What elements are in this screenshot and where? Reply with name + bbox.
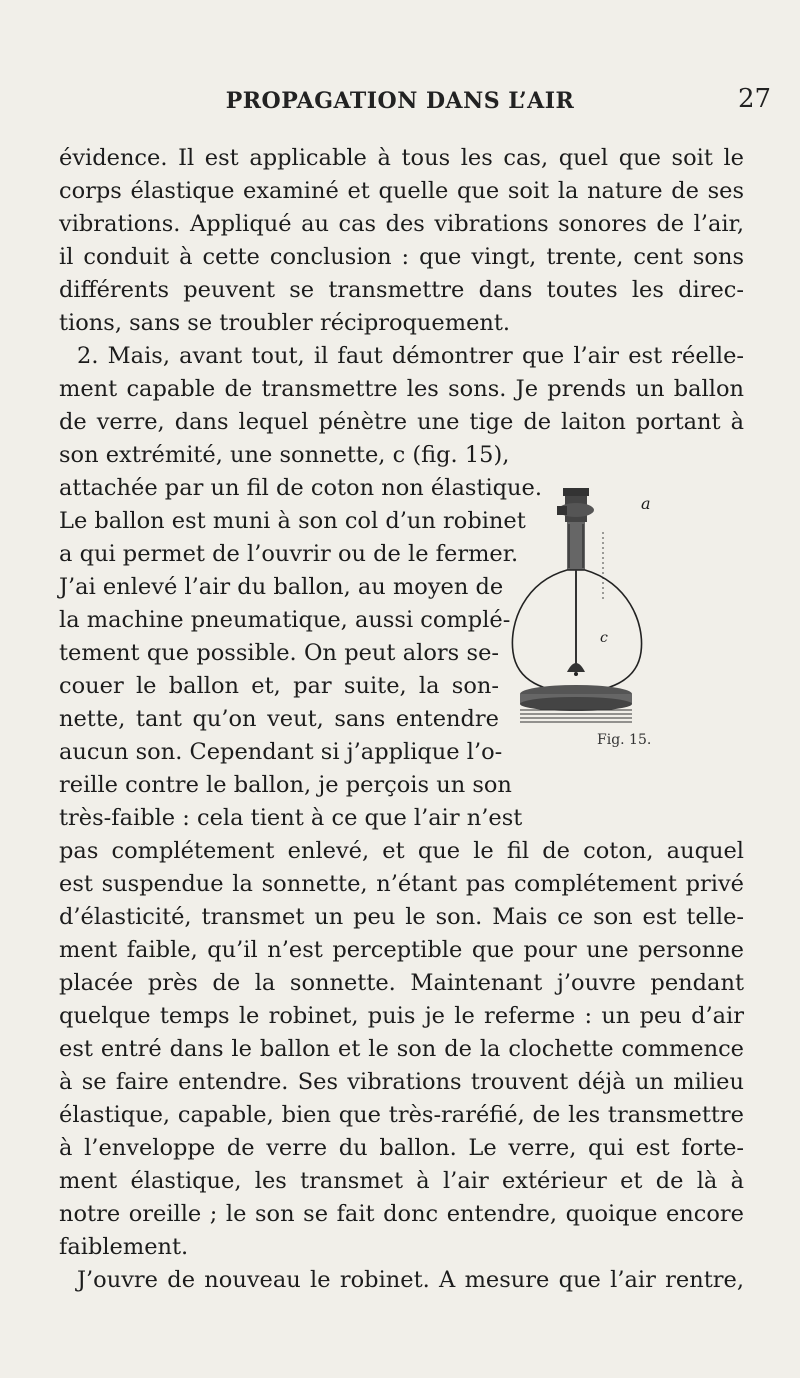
text-line: est suspendue la sonnette, n’étant pas complétement privé — [59, 871, 744, 897]
text-line: pas complétement enlevé, et que le fil de coton, auquel — [59, 838, 744, 864]
flask-drawing — [505, 482, 665, 742]
figure-flask-illustration — [505, 482, 665, 802]
text-line: nette, tant qu’on veut, sans entendre — [59, 706, 499, 732]
figure-label-a: a — [641, 494, 651, 513]
text-line: ment capable de transmettre les sons. Je prends un ballon — [59, 376, 744, 402]
text-line: notre oreille ; le son se fait donc entendre, quoique encore — [59, 1201, 744, 1227]
page-number: 27 — [738, 84, 772, 114]
text-line: ment faible, qu’il n’est perceptible que pour une personne — [59, 937, 744, 963]
text-line: ment élastique, les transmet à l’air extérieur et de là à — [59, 1168, 744, 1194]
text-line: couer le ballon et, par suite, la son- — [59, 673, 499, 699]
text-line: est entré dans le ballon et le son de la clochette commence — [59, 1036, 744, 1062]
figure-caption: Fig. 15. — [597, 732, 652, 748]
text-line: tions, sans se troubler réciproquement. — [59, 310, 511, 336]
text-line: Le ballon est muni à son col d’un robinet — [59, 508, 526, 534]
text-line: il conduit à cette conclusion : que vingt, trente, cent sons — [59, 244, 744, 270]
text-line: quelque temps le robinet, puis je le referme : un peu d’air — [59, 1003, 744, 1029]
text-line: évidence. Il est applicable à tous les cas, quel que soit le — [59, 145, 744, 171]
text-line: la machine pneumatique, aussi complé- — [59, 607, 511, 633]
text-line: attachée par un fil de coton non élastique. — [59, 475, 543, 501]
text-line: reille contre le ballon, je perçois un son — [59, 772, 512, 798]
text-line: 2. Mais, avant tout, il faut démontrer que l’air est réelle- — [77, 343, 744, 369]
text-line: J’ouvre de nouveau le robinet. A mesure que l’air rentre, — [77, 1267, 744, 1293]
figure-label-c: c — [600, 630, 608, 646]
text-line: son extrémité, une sonnette, c (fig. 15), — [59, 442, 510, 468]
text-line: tement que possible. On peut alors se- — [59, 640, 499, 666]
text-line: faiblement. — [59, 1234, 189, 1260]
text-line: à l’enveloppe de verre du ballon. Le verre, qui est forte- — [59, 1135, 744, 1161]
text-line: corps élastique examiné et quelle que soit la nature de ses — [59, 178, 744, 204]
text-line: a qui permet de l’ouvrir ou de le fermer. — [59, 541, 519, 567]
running-title: PROPAGATION DANS L’AIR — [225, 88, 575, 114]
text-line: différents peuvent se transmettre dans toutes les direc- — [59, 277, 744, 303]
text-line: à se faire entendre. Ses vibrations trouvent déjà un milieu — [59, 1069, 744, 1095]
text-line: aucun son. Cependant si j’applique l’o- — [59, 739, 503, 765]
text-line: d’élasticité, transmet un peu le son. Mais ce son est telle- — [59, 904, 744, 930]
text-line: placée près de la sonnette. Maintenant j’ouvre pendant — [59, 970, 744, 996]
text-line: J’ai enlevé l’air du ballon, au moyen de — [59, 574, 504, 600]
text-line: de verre, dans lequel pénètre une tige de laiton portant à — [59, 409, 744, 435]
text-line: élastique, capable, bien que très-raréfié, de les transmettre — [59, 1102, 744, 1128]
text-line: vibrations. Appliqué au cas des vibrations sonores de l’air, — [59, 211, 744, 237]
text-line: très-faible : cela tient à ce que l’air n’est — [59, 805, 523, 831]
